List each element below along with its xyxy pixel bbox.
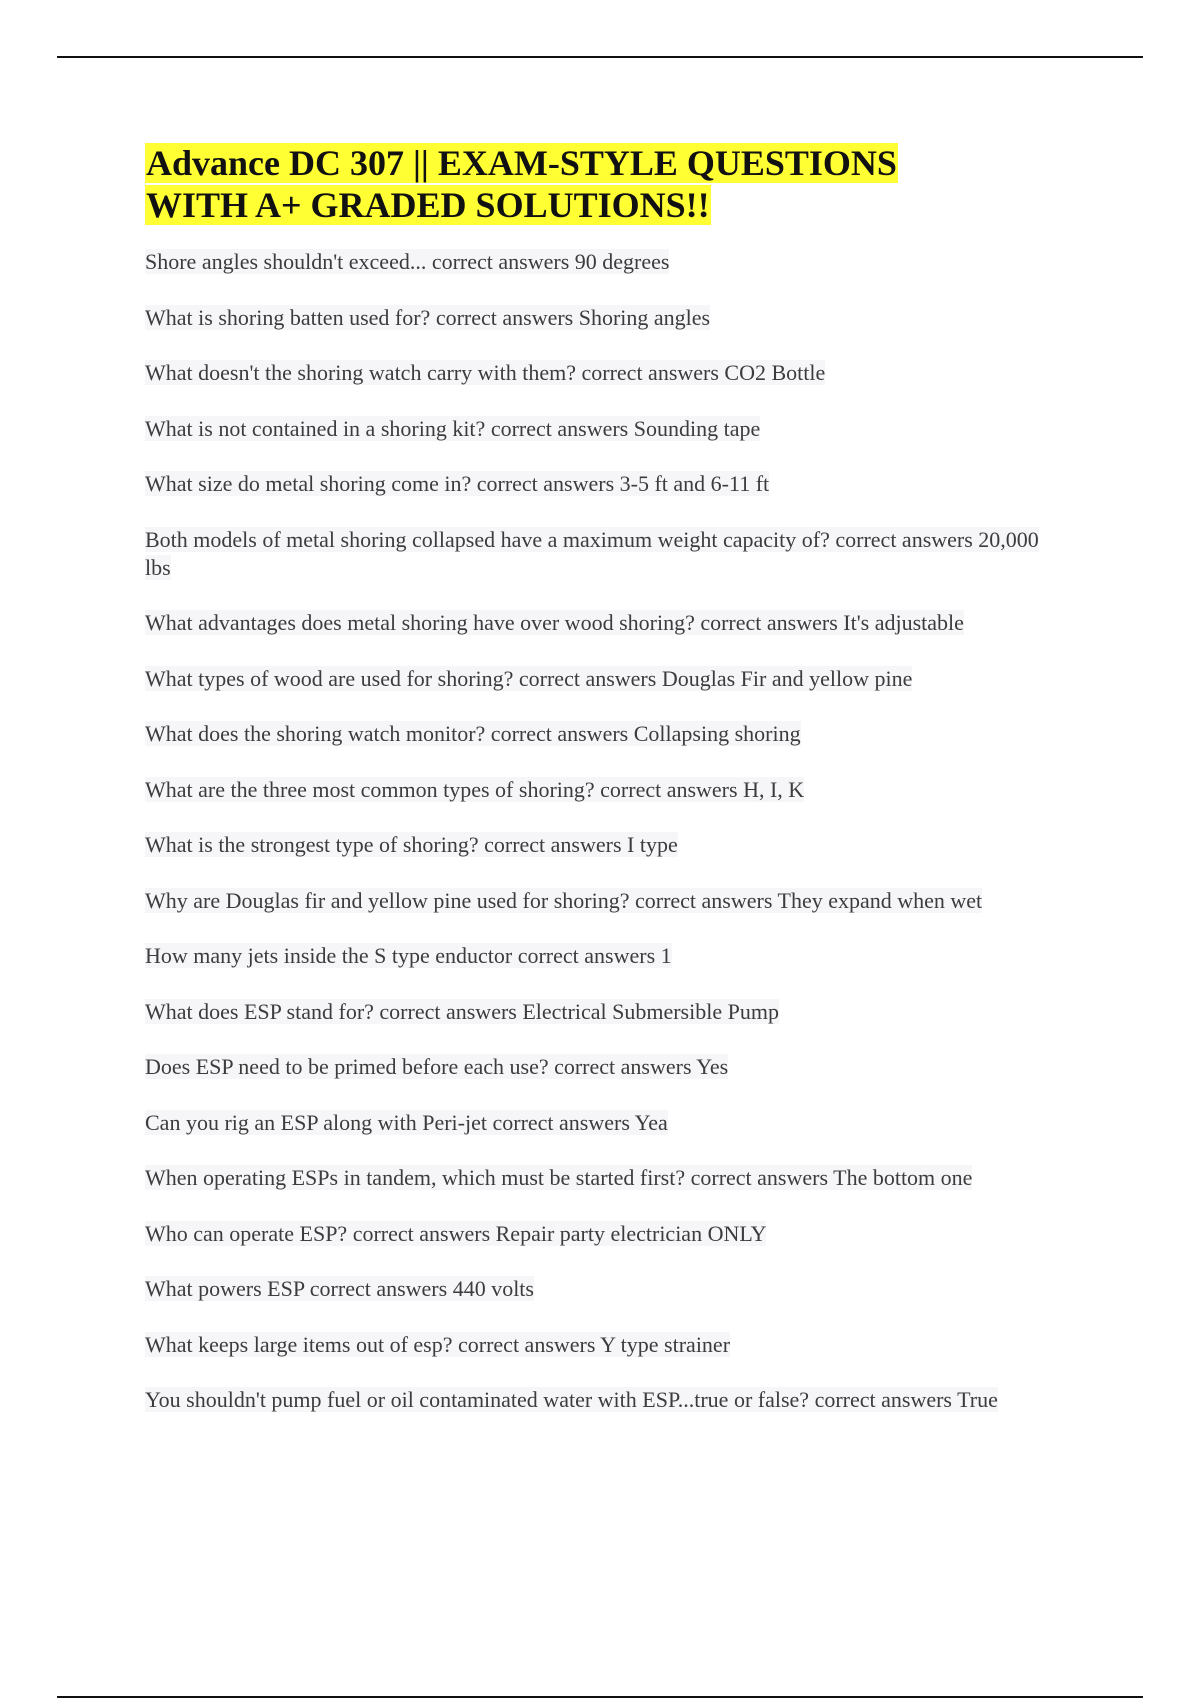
qa-text: What are the three most common types of shoring? correct answers H, I, K bbox=[145, 776, 805, 802]
qa-item bbox=[145, 776, 1065, 804]
qa-item bbox=[145, 1053, 1065, 1081]
title-line-1: Advance DC 307 || EXAM-STYLE QUESTIONS bbox=[146, 143, 897, 183]
qa-text: What keeps large items out of esp? correct answers Y type strainer bbox=[145, 1331, 731, 1357]
qa-text: Shore angles shouldn't exceed... correct answers 90 degrees bbox=[145, 249, 670, 274]
qa-item bbox=[145, 248, 1065, 276]
qa-item bbox=[145, 1275, 1065, 1303]
title-line-2: WITH A+ GRADED SOLUTIONS!! bbox=[146, 185, 710, 225]
qa-text: Both models of metal shoring collapsed have a maximum weight capacity of? correct answers 20,000 lbs bbox=[145, 526, 1039, 580]
qa-text: You shouldn't pump fuel or oil contaminated water with ESP...true or false? correct answers True bbox=[145, 1387, 998, 1412]
document-body bbox=[145, 142, 1065, 1442]
qa-text: Can you rig an ESP along with Peri-jet correct answers Yea bbox=[145, 1109, 668, 1135]
qa-item bbox=[145, 720, 1065, 748]
qa-text: What is not contained in a shoring kit? correct answers Sounding tape bbox=[145, 415, 761, 441]
qa-text: What doesn't the shoring watch carry with them? correct answers CO2 Bottle bbox=[145, 360, 826, 385]
qa-text: Who can operate ESP? correct answers Repair party electrician ONLY bbox=[145, 1220, 767, 1246]
qa-text: What does ESP stand for? correct answers Electrical Submersible Pump bbox=[145, 998, 779, 1024]
qa-text: What size do metal shoring come in? correct answers 3-5 ft and 6-11 ft bbox=[145, 471, 770, 496]
qa-item bbox=[145, 1386, 1065, 1414]
top-rule bbox=[57, 56, 1143, 58]
qa-item bbox=[145, 415, 1065, 443]
qa-text: What is shoring batten used for? correct answers Shoring angles bbox=[145, 304, 711, 330]
qa-item bbox=[145, 998, 1065, 1026]
qa-text: How many jets inside the S type enductor correct answers 1 bbox=[145, 943, 672, 968]
qa-item bbox=[145, 887, 1065, 915]
qa-text: What does the shoring watch monitor? correct answers Collapsing shoring bbox=[145, 721, 801, 746]
qa-item bbox=[145, 942, 1065, 970]
qa-item bbox=[145, 609, 1065, 637]
qa-text: When operating ESPs in tandem, which must be started first? correct answers The bottom one bbox=[145, 1165, 973, 1190]
bottom-rule bbox=[57, 1696, 1143, 1698]
qa-item bbox=[145, 1109, 1065, 1137]
qa-item bbox=[145, 665, 1065, 693]
document-title bbox=[145, 142, 1065, 226]
qa-item bbox=[145, 1220, 1065, 1248]
qa-text: What is the strongest type of shoring? correct answers I type bbox=[145, 832, 678, 857]
qa-item bbox=[145, 1331, 1065, 1359]
qa-item bbox=[145, 831, 1065, 859]
qa-text: What types of wood are used for shoring? correct answers Douglas Fir and yellow pine bbox=[145, 665, 913, 691]
qa-text: Does ESP need to be primed before each use? correct answers Yes bbox=[145, 1054, 729, 1079]
qa-item bbox=[145, 359, 1065, 387]
qa-item bbox=[145, 526, 1065, 582]
qa-text: Why are Douglas fir and yellow pine used for shoring? correct answers They expand when wet bbox=[145, 887, 983, 913]
qa-text: What powers ESP correct answers 440 volts bbox=[145, 1276, 534, 1301]
qa-item bbox=[145, 304, 1065, 332]
qa-item bbox=[145, 470, 1065, 498]
qa-list bbox=[145, 248, 1065, 1414]
qa-item bbox=[145, 1164, 1065, 1192]
qa-text: What advantages does metal shoring have over wood shoring? correct answers It's adjustable bbox=[145, 610, 964, 635]
